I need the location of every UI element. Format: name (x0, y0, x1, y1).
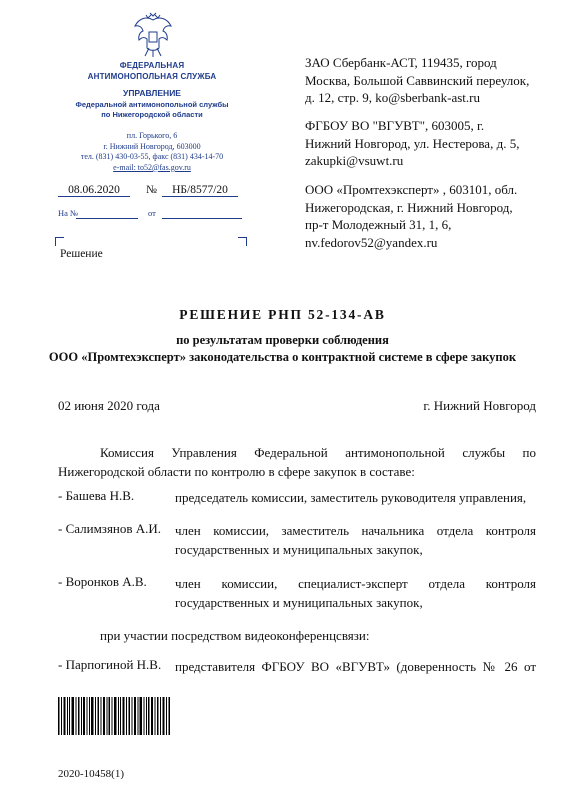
recipient-line: Нижний Новгород, ул. Нестерова, д. 5, (305, 135, 520, 151)
member-role (175, 574, 536, 612)
member-role-line: государственных и муниципальных закупок, (175, 542, 423, 557)
ref-date-label: от (148, 208, 156, 218)
org-name (52, 60, 252, 82)
representative-role: представителя ФГБОУ ВО «ВГУВТ» (доверенность № 26 от (175, 659, 536, 674)
document-id: 2020-10458(1) (58, 768, 124, 780)
subject-label: Решение (60, 248, 103, 260)
recipient-line: nv.fedorov52@yandex.ru (305, 234, 438, 250)
recipient-line: д. 12, стр. 9, ko@sberbank-ast.ru (305, 90, 480, 105)
recipient-line: ООО «Промтехэксперт» , 603101, обл. (305, 182, 518, 197)
dept-subtitle-line2: по Нижегородской области (101, 110, 203, 119)
address-line2: г. Нижний Новгород, 603000 (103, 141, 201, 151)
member-role (175, 521, 536, 559)
member-role-line: председатель комиссии, заместитель руководителя управления, (175, 490, 527, 505)
ref-number-blank (76, 218, 138, 219)
outgoing-date: 08.06.2020 (58, 184, 130, 197)
decision-subtitle-line2: ООО «Промтехэксперт» законодательства о контрактной системе в сфере закупок (48, 350, 517, 364)
decision-title: РЕШЕНИЕ РНП 52-134-АВ (179, 307, 386, 322)
org-name-line2: АНТИМОНОПОЛЬНАЯ СЛУЖБА (87, 72, 217, 81)
member-role-line: член комиссии, заместитель начальника отдела контроля (175, 523, 536, 538)
coat-of-arms-icon (131, 12, 175, 58)
member-role (175, 488, 536, 507)
dept-subtitle-line1: Федеральной антимонопольной службы (75, 100, 229, 109)
decision-date: 02 июня 2020 года (58, 398, 160, 413)
recipient-3 (305, 181, 545, 251)
recipient-1 (305, 54, 545, 107)
member-role-line: член комиссии, специалист-эксперт отдела контроля (175, 576, 536, 591)
recipient-line: ЗАО Сбербанк-АСТ, 119435, город (305, 55, 497, 70)
reference-line (58, 208, 258, 222)
phone-fax-line: тел. (831) 430-03-55, факс (831) 434-14-70 (80, 152, 224, 162)
decision-subtitle-line1: по результатам проверки соблюдения (176, 333, 389, 347)
org-address (52, 131, 252, 173)
recipient-line: Москва, Большой Саввинский переулок, (305, 72, 530, 88)
participation-line: при участии посредством видеоконференцсвязи: (100, 628, 370, 643)
intro-paragraph: Комиссия Управления Федеральной антимонопольной службы по Нижегородской области по контролю в сфере закупок в составе: (58, 445, 536, 479)
subject-bracket-right (238, 237, 247, 246)
decision-city: г. Нижний Новгород (423, 398, 536, 413)
outgoing-reg-number: НБ/8577/20 (162, 184, 238, 197)
member-role-line: государственных и муниципальных закупок, (175, 595, 423, 610)
dept-subtitle (52, 100, 252, 120)
recipient-2 (305, 117, 545, 170)
member-name: - Салимзянов А.И. (58, 521, 162, 536)
member-name: - Башева Н.В. (58, 488, 135, 503)
ref-number-label: На № (58, 208, 79, 218)
representative-name: - Парпогиной Н.В. (58, 657, 162, 672)
org-name-line1: ФЕДЕРАЛЬНАЯ (119, 61, 185, 70)
ref-date-blank (162, 218, 242, 219)
recipient-line: ФГБОУ ВО "ВГУВТ", 603005, г. (305, 118, 485, 133)
email-link[interactable]: e-mail: to52@fas.gov.ru (113, 162, 191, 172)
dept-name: УПРАВЛЕНИЕ (123, 88, 181, 98)
subject-bracket-left (55, 237, 64, 246)
address-line1: пл. Горького, 6 (126, 131, 178, 140)
recipient-line: пр-т Молодежный 31, 1, 6, (305, 217, 452, 232)
recipient-line: zakupki@vsuwt.ru (305, 153, 404, 168)
recipient-line: Нижегородская, г. Нижний Новгород, (305, 199, 513, 215)
barcode (58, 697, 170, 735)
member-name: - Воронков А.В. (58, 574, 147, 589)
number-symbol: № (146, 184, 157, 196)
date-city-line (58, 398, 536, 414)
